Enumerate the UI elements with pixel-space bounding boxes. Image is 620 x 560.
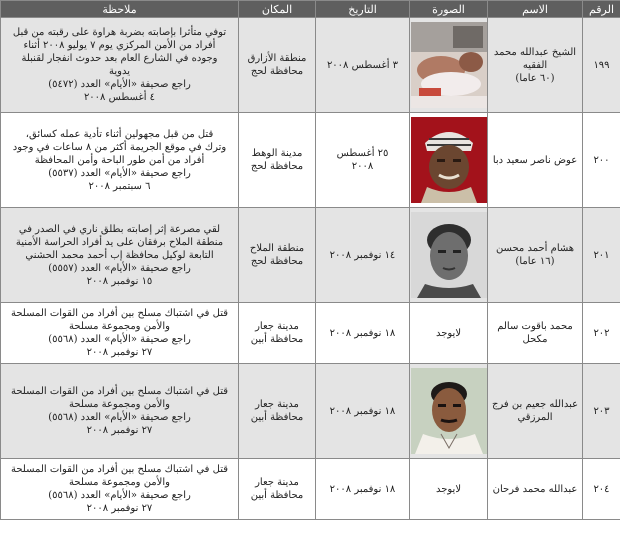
place-line: محافظة لحج xyxy=(250,161,304,172)
name-line: الشيخ عبدالله محمد الفقيه xyxy=(493,46,577,71)
header-number: الرقم xyxy=(583,1,620,18)
table-row xyxy=(1,303,620,364)
cell-number: ٢٠٢ xyxy=(583,303,620,364)
cell-note xyxy=(1,18,239,113)
wounded-photo xyxy=(411,22,487,108)
note-line: راجع صحيفة «الأيام» العدد (٥٥٦٨) xyxy=(48,412,191,423)
date-line: ١٨ نوفمبر ٢٠٠٨ xyxy=(329,483,396,495)
note-line: أفراد من أمن طور الباحة وأمن المحافظة xyxy=(34,154,205,166)
note-line: راجع صحيفة «الأيام» العدد (٥٥٦٨) xyxy=(48,490,191,501)
name-line: عبدالله جعيم بن فرج xyxy=(491,399,579,410)
cell-date xyxy=(316,459,410,520)
table-row xyxy=(1,459,620,520)
table-row xyxy=(1,18,620,113)
note-line: والأمن ومجموعة مسلحة xyxy=(69,399,170,410)
note-line: وترك في موقع الجريمة أكثر من ٨ ساعات في وجود xyxy=(12,141,227,153)
date-line: ١٨ نوفمبر ٢٠٠٨ xyxy=(329,405,396,417)
cell-number: ٢٠٠ xyxy=(583,113,620,208)
note-line: قتل من قبل مجهولين أثناء تأدية عمله كسائق، xyxy=(25,128,214,140)
note-line: والأمن ومجموعة مسلحة xyxy=(69,321,170,332)
name-line: عبدالله محمد فرحان xyxy=(492,483,578,495)
cell-note xyxy=(1,113,239,208)
table-row xyxy=(1,208,620,303)
date-line: ٢٠٠٨ xyxy=(351,161,374,172)
cell-number: ٢٠٣ xyxy=(583,364,620,459)
cell-number: ١٩٩ xyxy=(583,18,620,113)
cell-place xyxy=(239,364,316,459)
cell-name xyxy=(488,364,583,459)
note-line: راجع صحيفة «الأيام» العدد (٥٤٧٢) xyxy=(48,79,191,90)
cell-date xyxy=(316,208,410,303)
table-row xyxy=(1,364,620,459)
name-line: عوض ناصر سعيد دبا xyxy=(492,154,578,166)
cell-name xyxy=(488,18,583,113)
note-line: قتل في اشتباك مسلح بين أفراد من القوات المسلحة xyxy=(10,308,229,319)
cell-name xyxy=(488,303,583,364)
place-line: مدينة جعار xyxy=(255,399,299,410)
portrait-youth-photo xyxy=(411,212,487,298)
header-note: ملاحظة xyxy=(1,1,239,18)
note-line: ٤ أغسطس ٢٠٠٨ xyxy=(83,92,156,103)
note-line: راجع صحيفة «الأيام» العدد (٥٥٣٧) xyxy=(48,167,191,179)
note-line: راجع صحيفة «الأيام» العدد (٥٥٥٧) xyxy=(48,262,191,274)
place-line: مدينة الوهط xyxy=(251,148,303,159)
cell-date xyxy=(316,364,410,459)
cell-name xyxy=(488,208,583,303)
cell-photo-none: لايوجد xyxy=(410,459,488,520)
note-line: التابعة لوكيل محافظة إب أحمد محمد الحشني xyxy=(25,249,214,261)
note-line: ٢٧ نوفمبر ٢٠٠٨ xyxy=(86,425,153,436)
cell-place xyxy=(239,113,316,208)
note-line: وجوده في الشارع العام بعد حدوث انفجار لقنبلة xyxy=(21,53,218,64)
cell-photo xyxy=(410,18,488,113)
cell-date xyxy=(316,18,410,113)
cell-place xyxy=(239,18,316,113)
note-line: قتل في اشتباك مسلح بين أفراد من القوات المسلحة xyxy=(10,464,229,475)
date-line: ١٤ نوفمبر ٢٠٠٨ xyxy=(329,249,396,261)
cell-name xyxy=(488,113,583,208)
place-line: منطقة الأزارق xyxy=(247,53,307,64)
cell-place xyxy=(239,303,316,364)
place-line: مدينة جعار xyxy=(255,321,299,332)
header-name: الاسم xyxy=(488,1,583,18)
place-line: منطقة الملاح xyxy=(249,243,305,254)
note-line: توفي متأثرا بإصابته بضربة هراوة على رقبته من قبل xyxy=(12,27,227,38)
date-line: ١٨ نوفمبر ٢٠٠٨ xyxy=(329,327,396,339)
cell-place xyxy=(239,459,316,520)
header-row xyxy=(1,1,620,18)
cell-note xyxy=(1,303,239,364)
name-line: (٦٠ عاما) xyxy=(515,72,555,84)
cell-number: ٢٠١ xyxy=(583,208,620,303)
note-line: ٦ سبتمبر ٢٠٠٨ xyxy=(88,180,151,192)
note-line: لقي مصرعة إثر إصابته بطلق ناري في الصدر في xyxy=(18,223,221,235)
portrait-man-photo xyxy=(411,368,487,454)
name-line: محمد باقوت سالم مكحل xyxy=(497,321,573,345)
place-line: محافظة أبين xyxy=(250,490,304,501)
name-line: (١٦ عاما) xyxy=(515,256,555,267)
cell-date xyxy=(316,113,410,208)
cell-note xyxy=(1,208,239,303)
name-line: المرزقي xyxy=(517,412,553,423)
place-line: محافظة أبين xyxy=(250,334,304,345)
cell-photo xyxy=(410,364,488,459)
date-line: ٢٥ أغسطس xyxy=(336,148,389,159)
header-place: المكان xyxy=(239,1,316,18)
note-line: يدوية xyxy=(108,66,130,77)
cell-place xyxy=(239,208,316,303)
cell-name xyxy=(488,459,583,520)
note-line: قتل في اشتباك مسلح بين أفراد من القوات المسلحة xyxy=(10,386,229,397)
cell-photo xyxy=(410,113,488,208)
note-line: ٢٧ نوفمبر ٢٠٠٨ xyxy=(86,347,153,358)
note-line: منطقة الملاح برفقان على يد أفراد الحراسة الأمنية xyxy=(15,236,224,248)
place-line: محافظة لحج xyxy=(250,256,304,267)
name-line: هشام أحمد محسن xyxy=(495,243,575,254)
date-line: ٣ أغسطس ٢٠٠٨ xyxy=(326,59,399,71)
note-line: أفراد من الأمن المركزي يوم ٧ يوليو ٢٠٠٨ أثناء xyxy=(23,40,216,51)
cell-photo xyxy=(410,208,488,303)
place-line: محافظة أبين xyxy=(250,412,304,423)
note-line: راجع صحيفة «الأيام» العدد (٥٥٦٨) xyxy=(48,334,191,345)
cell-note xyxy=(1,459,239,520)
cell-note xyxy=(1,364,239,459)
cell-date xyxy=(316,303,410,364)
place-line: محافظة لحج xyxy=(250,66,304,77)
header-date: التاريخ xyxy=(316,1,410,18)
header-photo: الصورة xyxy=(410,1,488,18)
cell-photo-none: لايوجد xyxy=(410,303,488,364)
table-row xyxy=(1,113,620,208)
place-line: مدينة جعار xyxy=(255,477,299,488)
note-line: ٢٧ نوفمبر ٢٠٠٨ xyxy=(86,503,153,514)
portrait-turban-photo xyxy=(411,117,487,203)
note-line: والأمن ومجموعة مسلحة xyxy=(69,477,170,488)
cell-number: ٢٠٤ xyxy=(583,459,620,520)
note-line: ١٥ نوفمبر ٢٠٠٨ xyxy=(86,275,153,287)
